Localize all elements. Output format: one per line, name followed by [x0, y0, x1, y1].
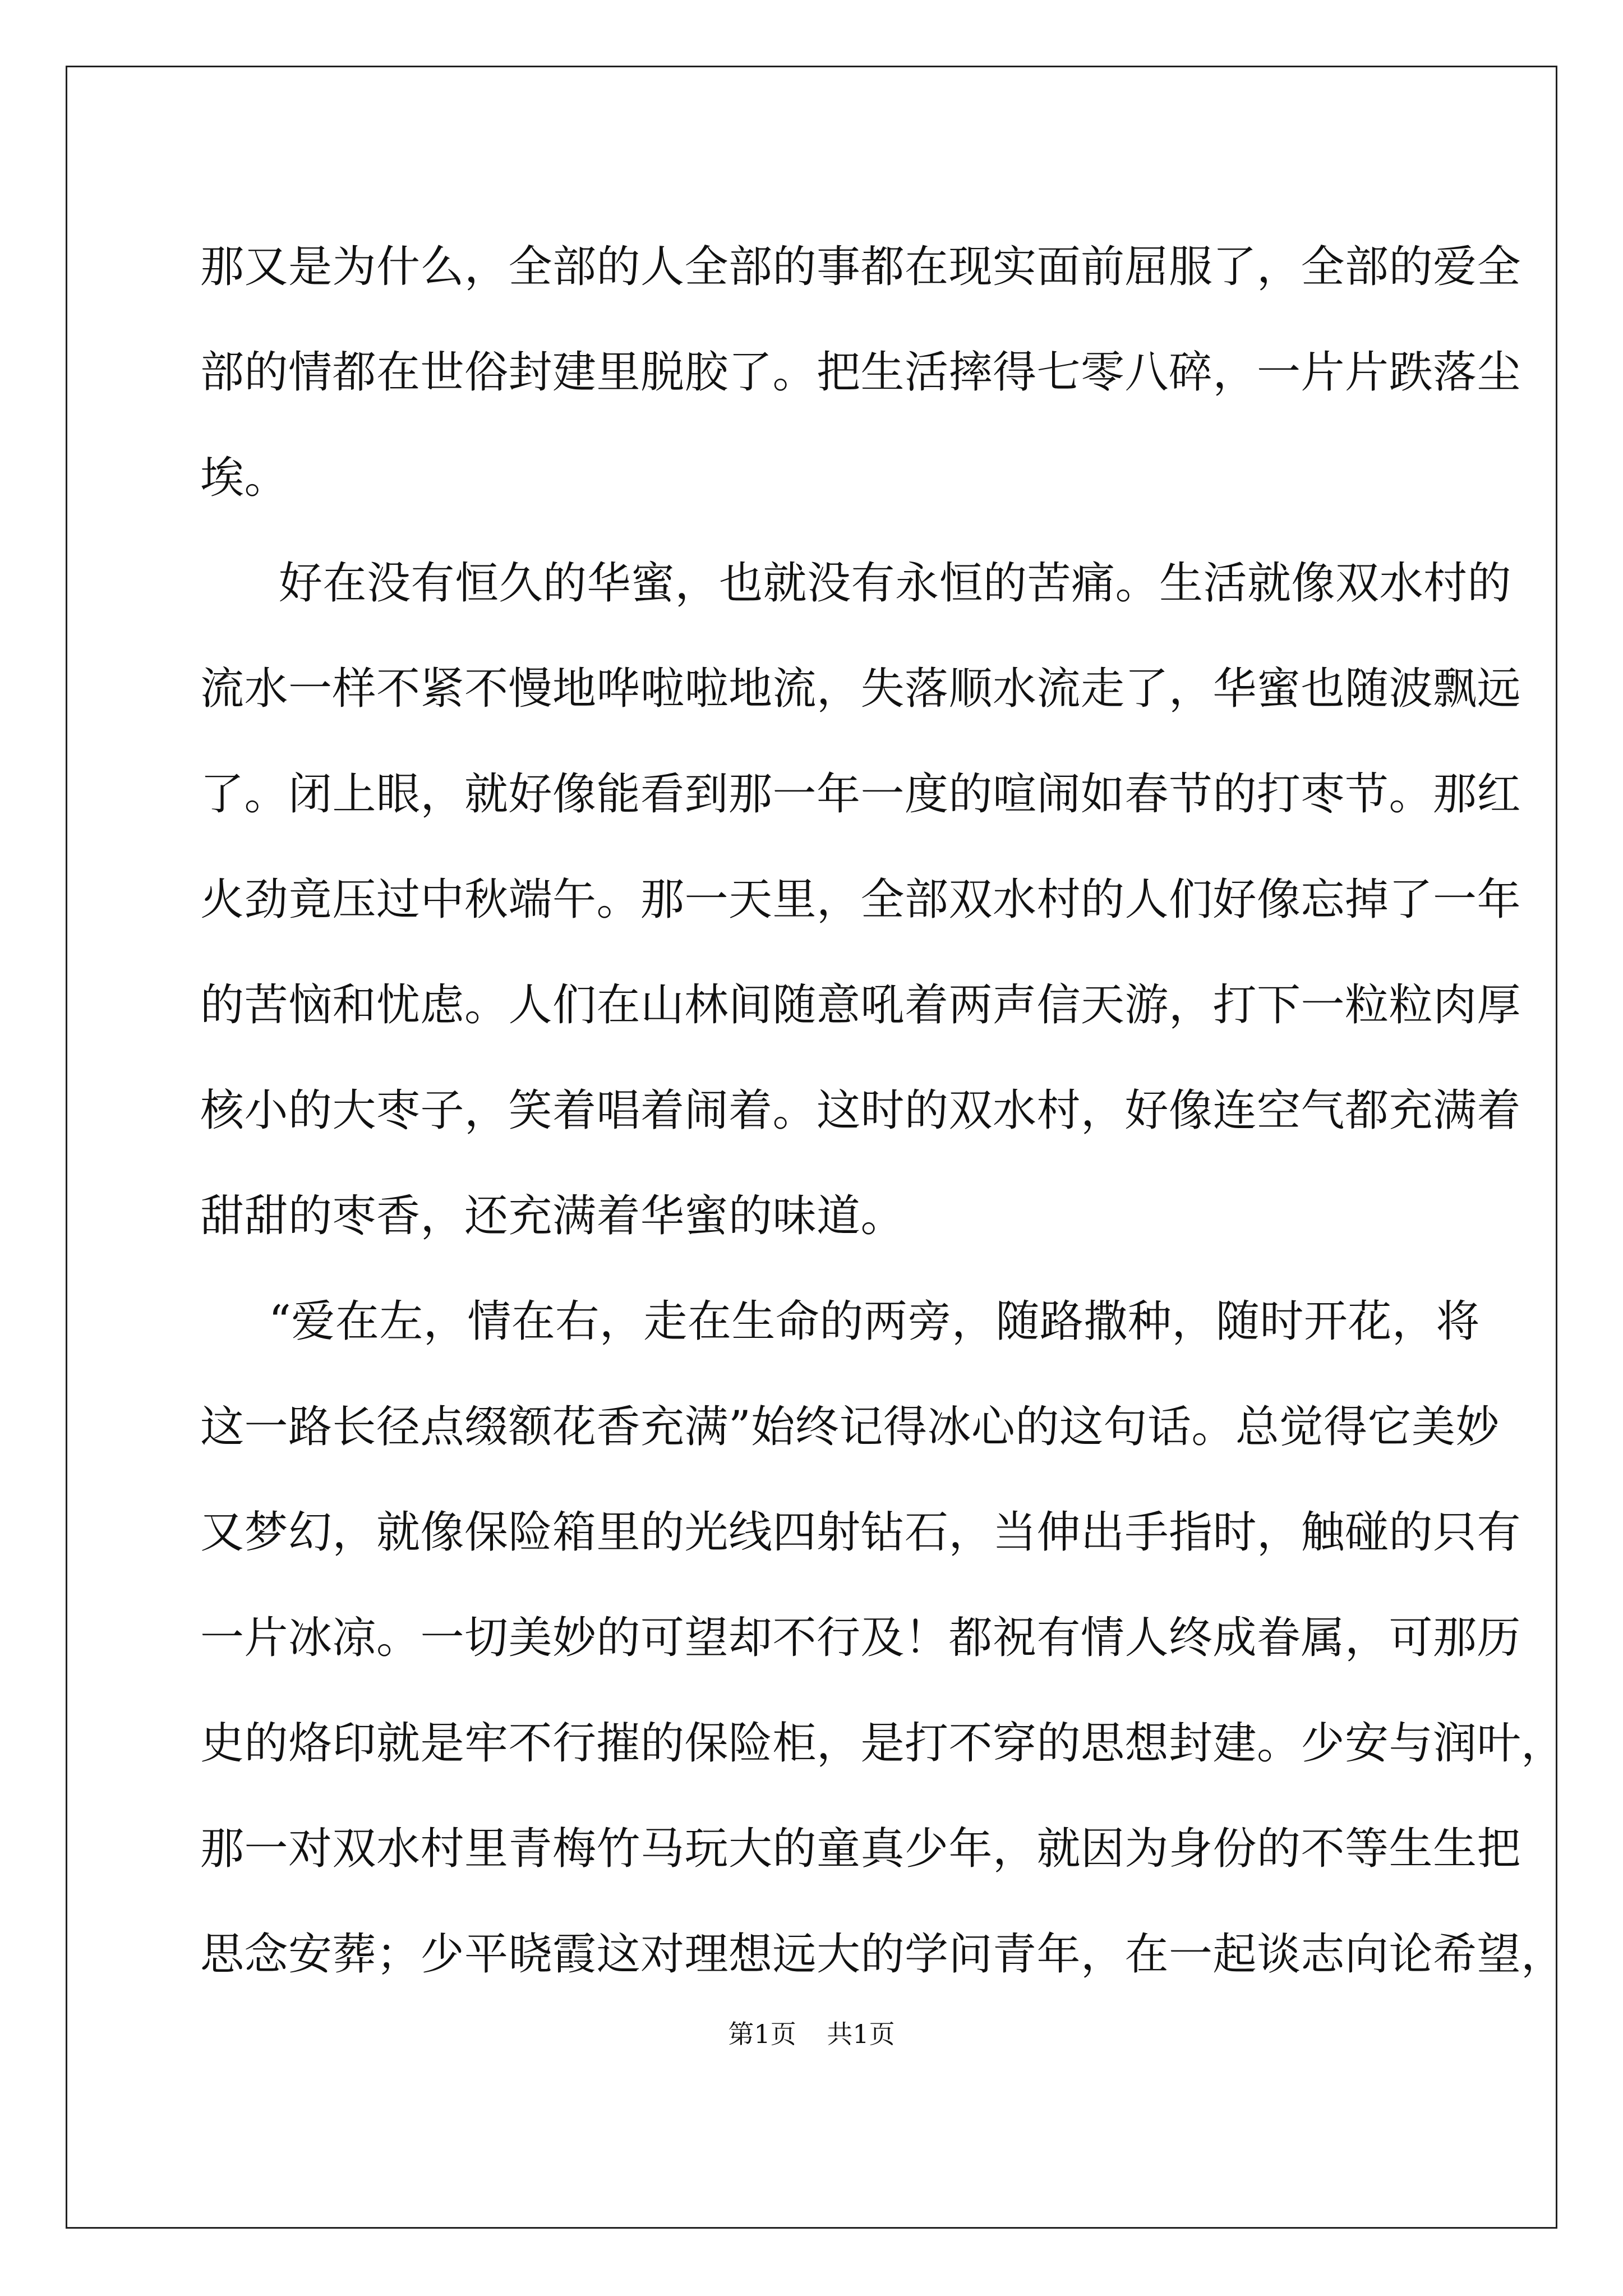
text-line: 思念安葬；少平晓霞这对理想远大的学问青年，在一起谈志向论希望，: [200, 1929, 1565, 1980]
text-line: 这一路长径点缀额花香充满”始终记得冰心的这句话。总觉得它美妙: [200, 1402, 1500, 1452]
text-line: 的苦恼和忧虑。人们在山林间随意吼着两声信天游，打下一粒粒肉厚: [200, 980, 1521, 1030]
text-line: 又梦幻，就像保险箱里的光线四射钻石，当伸出手指时，触碰的只有: [200, 1507, 1521, 1558]
text-line: 核小的大枣子，笑着唱着闹着。这时的双水村，好像连空气都充满着: [200, 1085, 1521, 1136]
text-line: 埃。: [200, 453, 289, 503]
body-text: [200, 214, 1565, 2007]
text-line: 火劲竟压过中秋端午。那一天里，全部双水村的人们好像忘掉了一年: [200, 875, 1521, 925]
text-line: “爱在左，情在右，走在生命的两旁，随路撒种，随时开花，将: [269, 1296, 1480, 1347]
text-line: 甜甜的枣香，还充满着华蜜的味道。: [200, 1191, 905, 1241]
text-line: 部的情都在世俗封建里脱胶了。把生活摔得七零八碎，一片片跌落尘: [200, 347, 1521, 398]
text-line: 那又是为什么，全部的人全部的事都在现实面前屈服了，全部的爱全: [200, 242, 1521, 292]
text-line: 一片冰凉。一切美妙的可望却不行及！都祝有情人终成眷属，可那历: [200, 1613, 1521, 1663]
text-line: 好在没有恒久的华蜜，也就没有永恒的苦痛。生活就像双水村的: [279, 558, 1512, 609]
text-line: 史的烙印就是牢不行摧的保险柜，是打不穿的思想封建。少安与润叶，: [200, 1718, 1565, 1769]
text-line: 了。闭上眼，就好像能看到那一年一度的喧闹如春节的打枣节。那红: [200, 769, 1521, 820]
page-footer: 第1页 共1页: [728, 2019, 895, 2049]
text-line: 那一对双水村里青梅竹马玩大的童真少年，就因为身份的不等生生把: [200, 1824, 1521, 1874]
text-line: 流水一样不紧不慢地哗啦啦地流，失落顺水流走了，华蜜也随波飘远: [200, 664, 1521, 714]
